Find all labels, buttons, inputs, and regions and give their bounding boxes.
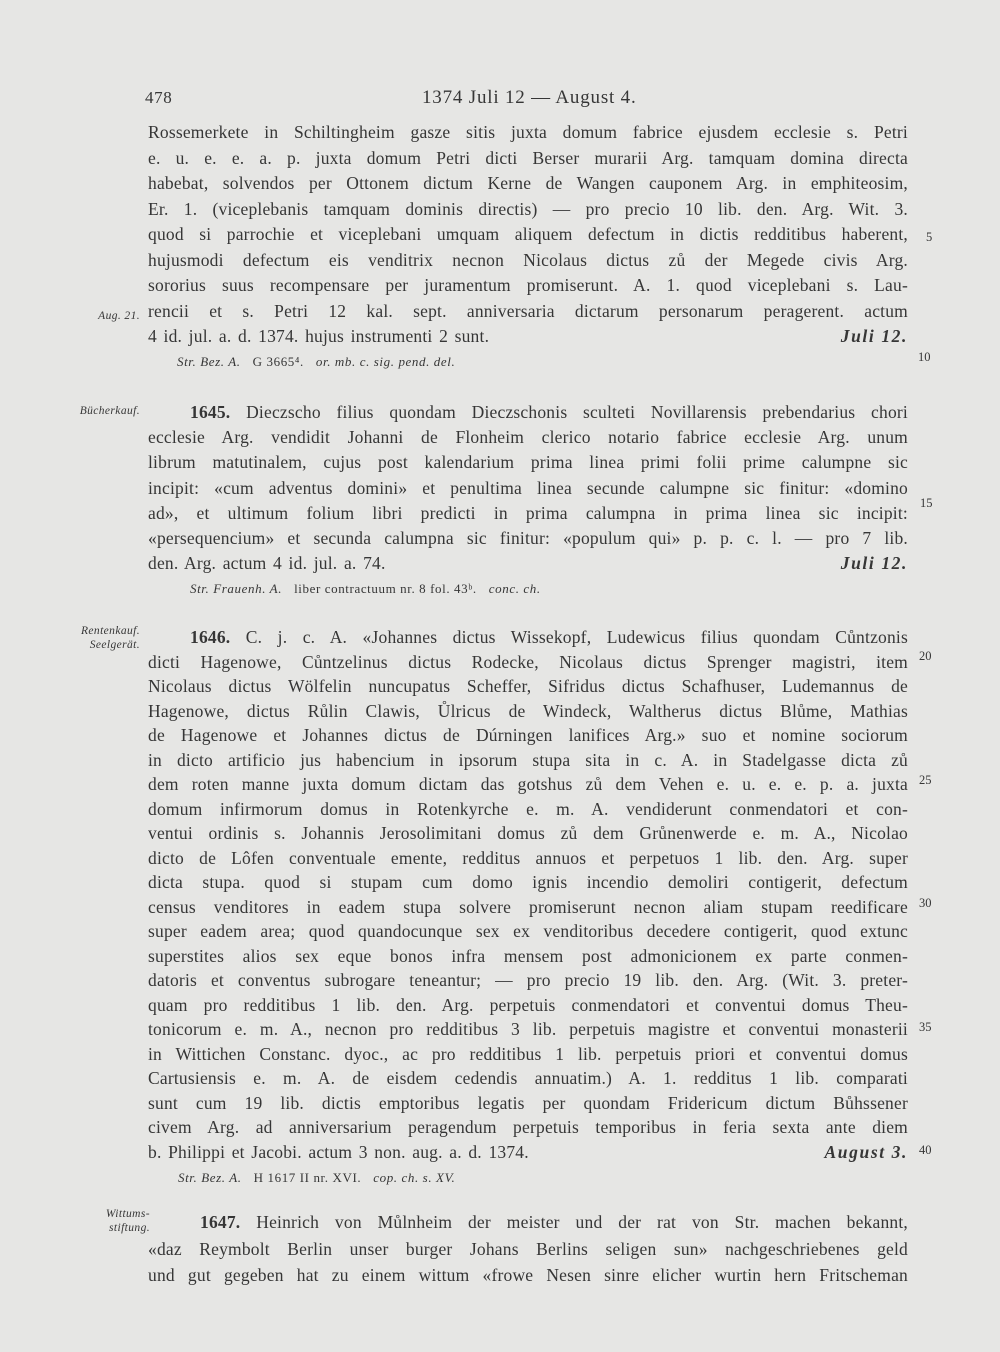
- archive-signature: H 1617 II nr. XVI.: [253, 1170, 362, 1185]
- text-line: domum infirmorum domus in Rotenkyrche e. m. A. vendiderunt conmendatori et con-: [148, 798, 908, 819]
- text-line: super eadem area; quod quandocunque sex ex venditoribus decedere contigerit, quod extunc: [148, 921, 908, 941]
- entry-number: 1646.: [190, 627, 231, 647]
- text-line: tonicorum e. m. A., necnon pro redditibus 3 lib. perpetuis magistre et conventui monasterii: [148, 1019, 908, 1039]
- text-line: quod si parrochie et viceplebani umquam aliquem defectum in dictis redditibus haberent,: [148, 224, 908, 244]
- text-line-with-date: [148, 551, 908, 576]
- line-number: 5: [926, 230, 933, 244]
- text-line: census venditores in eadem stupa solvere promiserunt necnon aliam stupam reedificare: [148, 896, 908, 917]
- text-line: incipit: «cum adventus domini» et penultima linea secunde calumpne sic finitur: «domino: [148, 477, 908, 498]
- line-number: 30: [919, 896, 932, 910]
- margin-note: [30, 624, 140, 652]
- margin-note-text: Aug. 21.: [98, 310, 140, 322]
- text-line: sororius suus recompensare per juramentum promiserunt. A. 1. quod viceplebani s. Lau-: [148, 275, 908, 295]
- entry-1647: [148, 1209, 908, 1289]
- text-line: [148, 400, 908, 425]
- line-number: 35: [919, 1020, 932, 1034]
- text-line: Rossemerkete in Schiltingheim gasze sitis juxta domum fabrice ejusdem ecclesie s. Petri: [148, 122, 908, 142]
- entry-number: 1645.: [190, 402, 231, 422]
- text-line: civem Arg. ad anniversarium peragendum perpetuis temporibus in feria sexta ante diem: [148, 1117, 908, 1137]
- archive-signature: G 3665⁴.: [252, 354, 304, 369]
- text-line-with-date: [148, 324, 908, 350]
- margin-note: [40, 1207, 150, 1235]
- margin-note-text: Wittums-: [105, 1208, 150, 1220]
- margin-note: [30, 404, 140, 418]
- text-line: «persequencium» et secunda calumpna sic finitur: «populum qui» p. p. c. l. — pro 7 lib.: [148, 528, 908, 549]
- text-line: Hagenowe, dictus Růlin Clawis, Ůlricus de Windeck, Waltherus dictus Blůme, Mathias: [148, 700, 908, 721]
- date-label: Juli 12.: [840, 326, 908, 346]
- text-line: datoris et conventus subrogare teneantur; — pro precio 19 lib. den. Arg. (Wit. 3. preter-: [148, 970, 908, 990]
- source-note: cop. ch. s. XV.: [373, 1170, 456, 1185]
- text-line: in Wittichen Constanc. dyoc., ac pro redditibus 1 lib. perpetuis priori et conventui domus: [148, 1043, 908, 1064]
- text-line: hujusmodi defectum eis venditrix necnon Nicolaus dictus zů der Megede civis Arg.: [148, 249, 908, 270]
- text-line: dicto de Lôfen conventuale emente, redditus annuos et perpetuos 1 lib. den. Arg. super: [148, 847, 908, 868]
- line-number: 15: [920, 496, 933, 510]
- line-number: 25: [919, 773, 932, 787]
- line-number: 10: [918, 350, 931, 364]
- date-label: Juli 12.: [840, 553, 908, 574]
- text-line: ecclesie Arg. vendidit Johanni de Flonheim clerico notario fabrice ecclesie Arg. unum: [148, 427, 908, 448]
- text-line: de Hagenowe et Johannes dictus de Dúrningen lanifices Arg.» suo et nomine sociorum: [148, 725, 908, 745]
- text-line: dem roten manne juxta domum dictam das gotshus zů dem Vehen e. u. e. e. p. a. juxta: [148, 774, 908, 794]
- text-line-with-date: [148, 1140, 908, 1165]
- text-line: Er. 1. (viceplebanis tamquam dominis directis) — pro precio 10 lib. den. Arg. Wit. 3.: [148, 198, 908, 219]
- text-line-content: Heinrich von Můlnheim der meister und der rat von Str. machen bekannt,: [256, 1212, 909, 1232]
- archive-name: Str. Bez. A.: [177, 354, 241, 369]
- text-line: Cartusiensis e. m. A. de eisdem cedendis annuatim.) A. 1. redditus 1 lib. comparati: [148, 1068, 908, 1088]
- text-line: superstites alios sex eque bonos infra mensem post admonicionem ex parte conmen-: [148, 945, 908, 966]
- text-line: librum matutinalem, cujus post kalendarium prima linea primi folii prime calumpne sic: [148, 452, 908, 473]
- line-number: 40: [919, 1143, 932, 1157]
- text-line-content: C. j. c. A. «Johannes dictus Wissekopf, Ludewicus filius quondam Cůntzonis: [245, 627, 909, 647]
- text-line: sunt cum 19 lib. dictis emptoribus legatis per quondam Fridericum dictum Bůhssener: [148, 1092, 908, 1113]
- page-number: 478: [145, 88, 173, 107]
- text-line: dicti Hagenowe, Cůntzelinus dictus Rodecke, Nicolaus dictus Sprenger magistri, item: [148, 651, 908, 672]
- archive-signature: liber contractuum nr. 8 fol. 43ᵇ.: [294, 581, 477, 596]
- text-line: e. u. e. e. a. p. juxta domum Petri dicti Berser murarii Arg. tamquam domina directa: [148, 147, 908, 168]
- running-title: 1374 Juli 12 — August 4.: [422, 87, 637, 108]
- entry-1645: [148, 400, 908, 576]
- margin-note-text: Rentenkauf.: [80, 625, 140, 637]
- text-line: dicta stupa. quod si stupam cum domo ignis incendio demoliri contigerit, defectum: [148, 872, 908, 892]
- text-line-content: Dieczscho filius quondam Dieczschonis sculteti Novillarensis prebendarius chori: [246, 402, 908, 422]
- archive-name: Str. Frauenh. A.: [190, 581, 283, 596]
- archive-name: Str. Bez. A.: [178, 1170, 242, 1185]
- text-line: ventui ordinis s. Johannis Jerosolimitani domus zů dem Grůnenwerde e. m. A., Nicolao: [148, 823, 908, 843]
- text-line: Nicolaus dictus Wölfelin nuncupatus Scheffer, Sifridus dictus Schafhuser, Ludemannus de: [148, 676, 908, 696]
- text-line: habebat, solvendos per Ottonem dictum Kerne de Wangen cauponem Arg. in emphiteosim,: [148, 173, 908, 193]
- reference-line: [177, 354, 455, 370]
- text-line: «daz Reymbolt Berlin unser burger Johans Berlins seligen sun» nachgeschriebenes geld: [148, 1238, 908, 1259]
- text-line: 4 id. jul. a. d. 1374. hujus instrumenti 2 sunt.: [148, 326, 490, 346]
- text-line: und gut gegeben hat zu einem wittum «frowe Nesen sinre elicher wurtin hern Fritscheman: [148, 1265, 908, 1285]
- continuation-text: [148, 120, 908, 350]
- text-line: [148, 625, 908, 650]
- text-line: quam pro redditibus 1 lib. den. Arg. perpetuis conmendatori et conventui domus Theu-: [148, 994, 908, 1015]
- text-line: in dicto artificio jus habencium in ipsorum stupa sita in c. A. in Stadelgasse dicta zů: [148, 749, 908, 770]
- text-line: ad», et ultimum folium libri predicti in prima calumpna in prima linea sic incipit:: [148, 502, 908, 523]
- margin-note: [30, 309, 140, 323]
- reference-line: [190, 581, 541, 597]
- text-line: rencii et s. Petri 12 kal. sept. anniversaria dictarum personarum peragerent. actum: [148, 300, 908, 321]
- text-line: b. Philippi et Jacobi. actum 3 non. aug. a. d. 1374.: [148, 1141, 529, 1162]
- margin-note-text: Bücherkauf.: [79, 405, 140, 417]
- text-line: [148, 1209, 908, 1236]
- margin-note-text: stiftung.: [109, 1222, 150, 1234]
- entry-1646: [148, 625, 908, 1164]
- margin-note-text: Seelgerät.: [89, 639, 140, 651]
- date-label: August 3.: [824, 1141, 908, 1162]
- source-note: or. mb. c. sig. pend. del.: [315, 354, 456, 369]
- entry-number: 1647.: [200, 1212, 241, 1232]
- line-number: 20: [919, 649, 932, 663]
- reference-line: [178, 1170, 455, 1186]
- text-line: den. Arg. actum 4 id. jul. a. 74.: [148, 553, 386, 574]
- source-note: conc. ch.: [488, 581, 541, 596]
